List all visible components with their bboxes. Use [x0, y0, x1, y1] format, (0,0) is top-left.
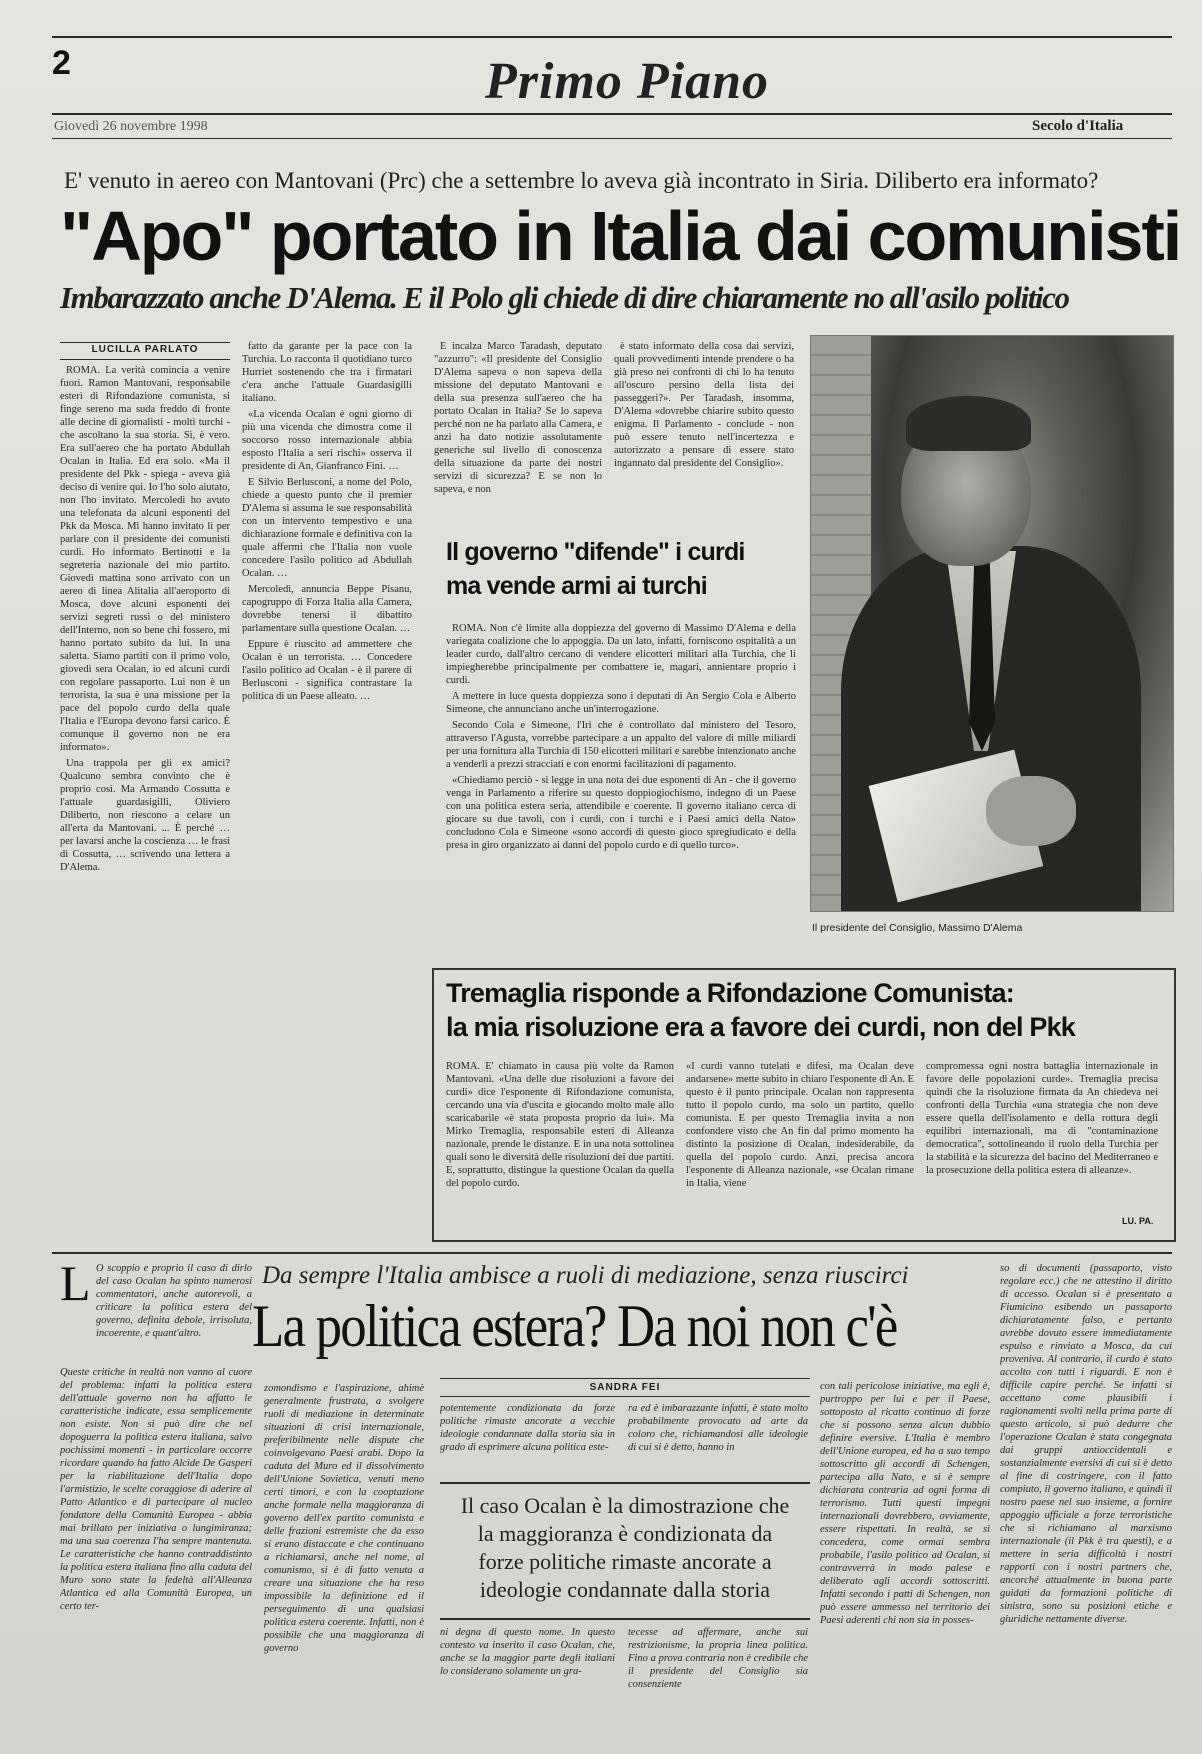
bottom-byline-rule-bottom	[440, 1396, 810, 1397]
tremaglia-col-3: compromessa ogni nostra battaglia internazionale in favore delle popolazioni curde». Tremaglia precisa quindi che la risoluzione firmata da An chiedeva nei confronti della Turchia «una strategia che non deve essere quella dell'isolamento e della rottura degli equilibri internazionali, ma di "contaminazione democratica", sottolineando il ruolo della Turchia per la stabilità e la sicurezza del bacino del Mediterraneo e la prosecuzione della politica estera di alleanze».	[926, 1061, 1158, 1176]
paragraph: A mettere in luce questa doppiezza sono i deputati di An Sergio Cola e Alberto Simeone, che annunciano anche un'interrogazione.	[446, 691, 796, 715]
paragraph: fatto da garante per la pace con la Turchia. Lo racconta il quotidiano turco Hurriet sostenendo che tra i firmatari c'era anche l'attuale Guardasigilli italiano.	[242, 341, 412, 404]
paragraph: Eppure è riuscito ad ammettere che Ocalan è un terrorista. … Concedere l'asilo politico ad Ocalan - è il parere di Berlusconi - significa contrastare la politica di un Paese alleato. …	[242, 639, 412, 702]
side-article-body	[446, 622, 796, 922]
main-article-col-4	[614, 340, 794, 510]
pull-quote-rule-top	[440, 1482, 810, 1484]
paragraph: «La vicenda Ocalan è ogni giorno di più una vicenda che dimostra come il soccorso rosso internazionale abbia esposto l'Italia a seri rischi» osserva il presidente di An, Gianfranco Fini. …	[242, 409, 412, 472]
photo-hair	[906, 396, 1031, 451]
masthead-bottom-rule	[52, 113, 1172, 115]
paragraph: ROMA. Non c'è limite alla doppiezza del governo di Massimo D'Alema e della variegata coalizione che lo appoggia. Da un lato, infatti, forniscono ospitalità a un leader curdo, dall'altro cercano di vendere elicotteri militari alla Turchia, che li impiegherebbe principalmente per combattere ie, magari, annientare proprio i curdi.	[446, 623, 796, 686]
bottom-kicker: Da sempre l'Italia ambisce a ruoli di mediazione, senza riuscirci	[262, 1262, 909, 1289]
date-rule	[52, 138, 1172, 139]
bottom-col-2: zomondismo e l'aspirazione, ahimè generalmente frustrata, a svolgere ruoli di mediazione in determinate situazioni di crisi internazionale, preferibilmente nelle dispute che coinvolgevano Paesi arabi. Dopo la caduta del Muro ed il dissolvimento dell'Unione Sovietica, venuti meno certi timori, e con la cooptazione anche formale nella maggioranza di governo dell'ex partito comunista e delle frazioni estremiste che da esso si erano distaccate e che continuano a richiamarsi, anche nel nome, al comunismo, si è di fatto venuta a creare una situazione che ha reso impossibile la definizione ed il perseguimento di una qualsiasi politica estera coerente. Infatti, non è possibile che una maggioranza di governo	[264, 1383, 424, 1654]
section-title: Primo Piano	[485, 53, 770, 110]
main-article-col-1	[60, 364, 230, 1259]
bottom-col-4: ra ed è imbarazzante infatti, è stato molto probabilmente provocato ad arte da coloro che, richiamandosi alle ideologie di cui si è detto, hanno in	[628, 1403, 808, 1453]
side-headline-2: ma vende armi ai turchi	[446, 572, 707, 600]
bottom-headline: La politica estera? Da noi non c'è	[252, 1293, 897, 1359]
paragraph: E incalza Marco Taradash, deputato "azzurro": «Il presidente del Consiglio D'Alema sapeva o non sapeva della missione del deputato Mantovani e della sua presenza sull'aereo che ha portato Ocalan in Italia? Se lo sapeva perché non ne ha parlato alla Camera, e anzi ha dato notizie assolutamente generiche sul livello di conoscenza della situazione da parte dei nostri servizi di sicurezza? E se non lo sapeva, e non	[434, 341, 602, 495]
byline-rule-bottom	[60, 359, 230, 360]
bottom-byline-rule-top	[440, 1378, 810, 1379]
bottom-lowcol-3: ni degna di questo nome. In questo contesto va inserito il caso Ocalan, che, anche se la maggior parte degli italiani lo considerano solamente un gra-	[440, 1627, 615, 1677]
bottom-intro: O scoppio e proprio il caso di dirlo del caso Ocalan ha spinto numerosi commentatori, anche autorevoli, a criticare la politica estera del governo, definita debole, irrisoluta, incoerente, e quant'altro.	[96, 1263, 252, 1339]
tremaglia-headline-2: la mia risoluzione era a favore dei curdi, non del Pkk	[446, 1012, 1076, 1042]
masthead-top-rule	[52, 36, 1172, 38]
tremaglia-signature: LU. PA.	[1122, 1216, 1154, 1226]
tremaglia-headline-1: Tremaglia risponde a Rifondazione Comunista:	[446, 978, 1014, 1008]
main-article-col-3	[434, 340, 602, 510]
main-article-col-2	[242, 340, 412, 1260]
bottom-lowcol-4: tecesse ad affermare, anche sui restrizionisme, la propria linea politica. Fino a prova contraria non è credibile che il presidente del Consiglio sia consenziente	[628, 1627, 808, 1690]
photo-hand	[986, 776, 1076, 846]
tremaglia-col-1: ROMA. E' chiamato in causa più volte da Ramon Mantovani. «Una delle due risoluzioni a favore dei curdi» dice l'esponente di Rifondazione comunista, cercando una via d'uscita e giocando molto male allo scaricabarile «è stata proposta proprio da lui». Ma Mirko Tremaglia, responsabile esteri di Alleanza nazionale, prende le distanze. E in una nota sottolinea quali sono le diversità delle risoluzioni dei due partiti. E, soprattutto, distingue la questione Ocalan da quella del popolo curdo.	[446, 1061, 674, 1189]
paragraph: E Silvio Berlusconi, a nome del Polo, chiede a questo punto che il premier D'Alema si assuma le sue responsabilità con un intervento tempestivo e una dichiarazione formale e definitiva con la quale affermi che l'Italia non vuole concedere l'asilo politico ad Abdullah Ocalan. …	[242, 477, 412, 579]
pull-quote: Il caso Ocalan è la dimostrazione che la maggioranza è condizionata da forze politiche rimaste ancorate a ideologie condannate dalla storia	[460, 1493, 790, 1602]
side-headline-1: Il governo "difende" i curdi	[446, 538, 745, 566]
dalema-photo	[810, 335, 1174, 912]
main-headline: "Apo" portato in Italia dai comunisti	[60, 197, 1181, 275]
newspaper-name: Secolo d'Italia	[1032, 118, 1124, 134]
pull-quote-rule-bottom	[440, 1618, 810, 1620]
tremaglia-col-2: «I curdi vanno tutelati e difesi, ma Ocalan deve andarsene» mette subito in chiaro l'esponente di An. E questo è il punto principale. Ocalan non rappresenta tutto il popolo curdo, ma solo un partito, quello comunista. E per questo Tremaglia invita a non confondere visto che An fin dal primo momento ha distinto la posizione di Ocalan, indesiderabile, da quella del popolo curdo. Anzi, precisa ancora l'esponente di Alleanza nazionale, «se Ocalan rimane in Italia, viene	[686, 1061, 914, 1189]
bottom-col-5: con tali pericolose iniziative, ma egli è, purtroppo per lui e per il Paese, sottoposto al ricatto continuo di forze che si possono senza alcun dubbio definire eversive. L'Italia è membro dell'Unione europea, ed ha a suo tempo sottoscritto gli accordi di Schengen, partecipa alla Nato, e si è sempre dichiarata contraria ad ogni forma di terrorismo. Tutti questi impegni internazionali dovrebbero, ovviamente, essere rispettati. In realtà, se si concedera, come ormai sembra probabile, l'asilo politico ad Ocalan, si contravverrà in modo palese e deliberato agli accordi sottoscritti. Infatti secondo i patti di Schengen, non può essere ammesso nel territorio dei Paesi aderenti chi non sia in posses-	[820, 1381, 990, 1626]
bottom-col-3: potentemente condizionata da forze politiche rimaste ancorate a vecchie ideologie condannate dalla storia sia in grado di esprimere alcuna politica este-	[440, 1403, 615, 1453]
page-number: 2	[52, 44, 71, 82]
main-subheadline: Imbarazzato anche D'Alema. E il Polo gli chiede di dire chiaramente no all'asilo politico	[60, 280, 1069, 315]
bottom-col-1: Queste critiche in realtà non vanno al cuore del problema: infatti la politica estera dell'attuale governo non ha affatto le caratteristiche indicate, essa semplicemente non esiste. Non si può dire che nel dopoguerra la politica estera italiana, salvo pochissimi momenti - in particolare occorre ricordare quando ha fatto Alcide De Gasperi per la riabilitazione dell'Italia dopo l'armistizio, le scelte coraggiose di aderire al Patto Atlantico e di partecipare al nucleo fondatore della Comunità Europea - abbia mai brillato per iniziativa o lungimiranza; ma una sua coerenza l'ha sempre mantenuta. Le caratteristiche che hanno contraddistinto la politica estera italiana fino alla caduta del Muro sono state la fedeltà all'Alleanza Atlantica ed alla Comunità Europea, un certo ter-	[60, 1367, 252, 1612]
photo-caption: Il presidente del Consiglio, Massimo D'Alema	[812, 922, 1023, 934]
main-kicker: E' venuto in aereo con Mantovani (Prc) che a settembre lo aveva già incontrato in Siria. Diliberto era informato?	[64, 168, 1099, 193]
paragraph: ROMA. La verità comincia a venire fuori. Ramon Mantovani, responsabile esteri di Rifondazione comunista, si finge sereno ma suda freddo di fronte alle decine di giornalisti - molti turchi - che ascoltano la sua storia. Sì, è vero. Era sull'aereo che ha portato Abdullah Ocalan in Italia. Ed era solo. «Ma il presidente del Pkk - spiega - aveva già deciso di venire qui. Io l'ho solo aiutato, non l'ho invitato. Mercoledì ho avuto una telefonata da alcuni esponenti del Pkk da Mosca. Mi hanno invitato lì per parlare con il presidente dei comunisti curdi. Ho informato Bertinotti e la segreteria nazionale del mio partito. Giovedì mattina sono arrivato con un aereo di linea Alitalia all'aeroporto di Mosca, dove alcuni esponenti dei servizi segreti russi o del ministero dell'Interno, non so bene chi fossero, mi hanno portato subito da lui. In una saletta. Siamo partiti con il primo volo, giovedì sera Ocalan, io ed alcuni curdi con regolare passaporto. Lui non è un terrorista, la sua è una missione per la pace del popolo curdo della quale l'Italia e l'Europa devono farsi carico. È comunque il governo non ne era informato».	[60, 365, 230, 753]
paragraph: è stato informato della cosa dai servizi, quali provvedimenti intende prendere o ha già preso nei confronti di chi lo ha tenuto all'oscuro persino della lista dei passeggeri?». Per Taradash, insomma, D'Alema «dovrebbe chiarire subito questo enigma. Il Parlamento - conclude - non può essere tenuto nell'incertezza e autorizzato a pensare di essere stato ingannato dal presidente del Consiglio».	[614, 341, 794, 469]
paragraph: «Chiediamo perciò - si legge in una nota dei due esponenti di An - che il governo venga in Parlamento a riferire su questo doppiogiochismo, indegno di un Paese con una politica estera seria, attendibile e coerente. Il governo italiano cerca di giocare su due tavoli, con i curdi, con i turchi e i Paesi amici della Nato» concludono Cola e Simeone «sono accordi di questo gioco spregiudicato e della presa in giro organizzato ai danni del popolo curdo e di quello turco».	[446, 775, 796, 851]
byline: LUCILLA PARLATO	[91, 344, 199, 355]
paragraph: Secondo Cola e Simeone, l'Iri che è controllato dal ministero del Tesoro, attraverso l'Agusta, vorrebbe partecipare a un appalto del valore di mille miliardi per una fornitura alla Turchia di 150 elicotteri militari e sarebbe intenzionato anche a venderli a prezzi stracciati e con enormi facilitazioni di pagamento.	[446, 720, 796, 770]
bottom-byline: SANDRA FEI	[589, 1382, 661, 1393]
issue-date: Giovedì 26 novembre 1998	[54, 119, 208, 134]
paragraph: Mercoledì, annuncia Beppe Pisanu, capogruppo di Forza Italia alla Camera, dovrebbe tenersi il dibattito parlamentare sulla questione Ocalan. …	[242, 584, 412, 634]
drop-cap: L	[60, 1255, 91, 1311]
bottom-col-6: so di documenti (passaporto, visto regolare ecc.) che ne attestino il diritto di accesso. Ocalan si è presentato a Fiumicino esibendo un passaporto dichiaratamente falso, e pertanto avrebbe dovuto essere immediatamente espulso e rinviato a Mosca, da cui proveniva. Al contrario, il curdo è stato accolto con tutti i riguardi. E non è difficile capire perché. Se infatti si accettano come plausibili i ragionamenti svolti nella prima parte di questo articolo, si può dedurre che l'operazione Ocalan è stata congegnata dai gruppi antioccidentali e sostanzialmente eversivi di cui si è detto al fine di costringere, con il fatto compiuto, il governo italiano, e quindi il nostro paese nel suo insieme, a fornire appoggio ufficiale a forze terroristiche che si richiamano al marxismo internazionale (il Pkk è tra questi), e a mettere in seria difficoltà i nostri rapporti con i nostri partners che, ancorché attualmente in buona parte guidati da formazioni politiche di sinistra, sono su posizioni etiche e giuridiche nettamente diverse.	[1000, 1263, 1172, 1625]
section-divider	[52, 1252, 1172, 1254]
byline-rule-top	[60, 342, 230, 343]
tremaglia-box	[432, 968, 1176, 1242]
paragraph: Una trappola per gli ex amici? Qualcuno sembra convinto che è proprio così. Ma Armando Cossutta e l'attuale guardasigilli, Oliviero Diliberto, non riescono a celare un all'erta da Mantovani. ... È perché … per lavarsi anche la coscienza … le frasi di Cossutta, … scrivendo una lettera a D'Alema.	[60, 758, 230, 873]
